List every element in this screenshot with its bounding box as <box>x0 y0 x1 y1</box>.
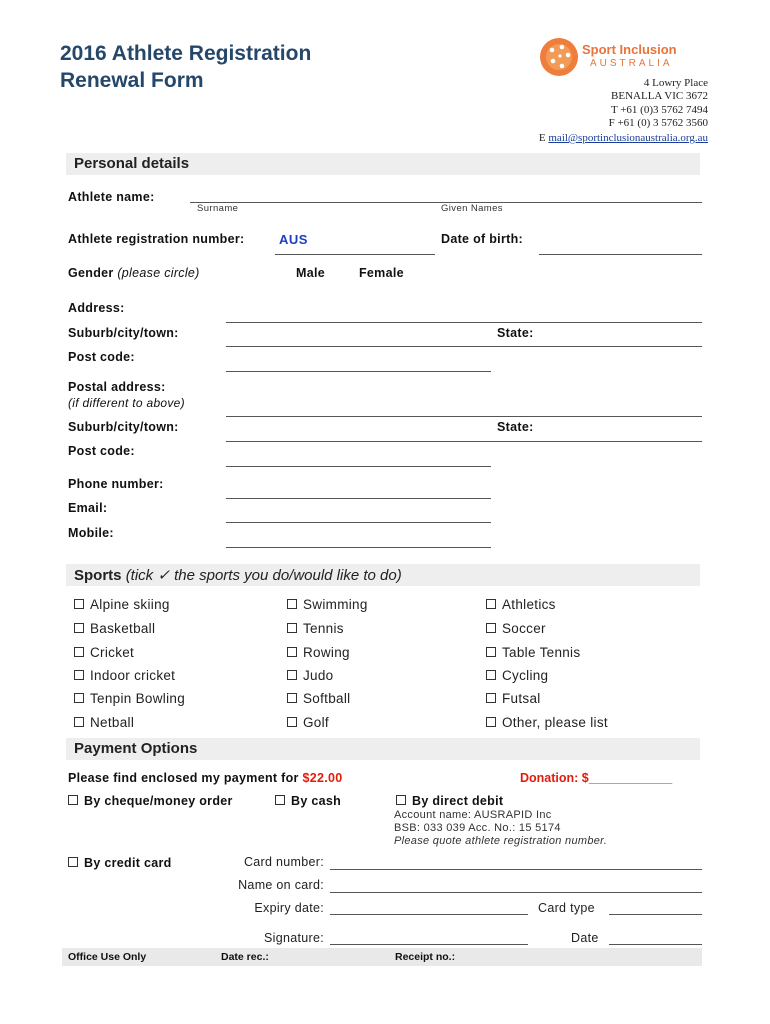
checkbox-icon[interactable] <box>486 623 496 633</box>
sport-label: Softball <box>303 691 351 706</box>
mobile-field[interactable] <box>226 547 491 548</box>
office-use-bar <box>62 948 702 966</box>
title-line-1: 2016 Athlete Registration <box>60 42 312 65</box>
sport-checkbox[interactable] <box>486 621 546 636</box>
email-field[interactable] <box>226 522 491 523</box>
sport-label: Other, please list <box>502 715 608 730</box>
sport-label: Athletics <box>502 597 556 612</box>
cash-label: By cash <box>291 794 342 808</box>
personal-details-title: Personal details <box>74 155 190 172</box>
checkbox-icon[interactable] <box>275 795 285 805</box>
mobile-label: Mobile: <box>68 526 114 540</box>
payment-enclosed <box>68 771 343 785</box>
postal-address-field[interactable] <box>226 416 702 417</box>
checkbox-icon[interactable] <box>74 693 84 703</box>
sport-checkbox[interactable] <box>486 691 541 706</box>
email-prefix: E <box>538 132 549 144</box>
sport-label: Judo <box>303 668 334 683</box>
date-field[interactable] <box>609 944 702 945</box>
checkbox-icon[interactable] <box>74 599 84 609</box>
sport-checkbox[interactable] <box>287 621 344 636</box>
sport-checkbox[interactable] <box>74 621 155 636</box>
expiry-field[interactable] <box>330 914 528 915</box>
dob-field[interactable] <box>539 254 702 255</box>
email-line <box>539 132 708 144</box>
sport-label: Golf <box>303 715 329 730</box>
checkbox-icon[interactable] <box>68 795 78 805</box>
checkbox-icon[interactable] <box>74 647 84 657</box>
card-type-label: Card type <box>538 901 595 915</box>
state-label: State: <box>497 326 534 340</box>
checkbox-icon[interactable] <box>486 717 496 727</box>
gender-label <box>68 266 200 280</box>
sport-label: Table Tennis <box>502 645 581 660</box>
sport-label: Tenpin Bowling <box>90 691 186 706</box>
sport-checkbox[interactable] <box>486 597 556 612</box>
checkbox-icon[interactable] <box>396 795 406 805</box>
sport-checkbox[interactable] <box>486 715 608 730</box>
logo-icon <box>538 36 580 78</box>
sport-label: Indoor cricket <box>90 668 176 683</box>
gender-text: Gender <box>68 266 114 280</box>
receipt-number-label: Receipt no.: <box>395 951 456 963</box>
postal-address-hint: (if different to above) <box>68 396 185 410</box>
dob-label: Date of birth: <box>441 232 523 246</box>
office-use-label: Office Use Only <box>68 951 147 963</box>
payment-amount: $22.00 <box>302 771 343 785</box>
checkbox-icon[interactable] <box>287 670 297 680</box>
sport-checkbox[interactable] <box>287 597 368 612</box>
cheque-label: By cheque/money order <box>84 794 233 808</box>
sport-checkbox[interactable] <box>74 715 134 730</box>
signature-field[interactable] <box>330 944 528 945</box>
sport-label: Swimming <box>303 597 368 612</box>
sport-checkbox[interactable] <box>74 597 170 612</box>
sport-label: Alpine skiing <box>90 597 170 612</box>
sport-inclusion-logo <box>538 36 580 83</box>
sport-label: Cricket <box>90 645 135 660</box>
athlete-name-label: Athlete name: <box>68 190 155 204</box>
sport-label: Futsal <box>502 691 541 706</box>
checkbox-icon[interactable] <box>287 623 297 633</box>
cheque-option[interactable] <box>68 794 233 808</box>
gender-male[interactable]: Male <box>296 266 325 280</box>
address-line-2: BENALLA VIC 3672 <box>611 90 708 102</box>
address-field[interactable] <box>226 322 702 323</box>
suburb-label: Suburb/city/town: <box>68 326 179 340</box>
checkbox-icon[interactable] <box>68 857 78 867</box>
checkbox-icon[interactable] <box>74 670 84 680</box>
card-number-label: Card number: <box>243 855 324 869</box>
direct-debit-option[interactable] <box>396 794 503 808</box>
sport-checkbox[interactable] <box>486 645 580 660</box>
sport-label: Netball <box>90 715 135 730</box>
payment-title: Payment Options <box>74 740 198 757</box>
checkbox-icon[interactable] <box>486 693 496 703</box>
sport-checkbox[interactable] <box>74 691 185 706</box>
gender-female[interactable]: Female <box>359 266 404 280</box>
postal-address-label: Postal address: <box>68 380 166 394</box>
checkbox-icon[interactable] <box>74 623 84 633</box>
state-label-2: State: <box>497 420 534 434</box>
date-received-label: Date rec.: <box>221 951 269 963</box>
sport-checkbox[interactable] <box>486 668 548 683</box>
postcode-field[interactable] <box>226 371 491 372</box>
checkbox-icon[interactable] <box>287 717 297 727</box>
email-label: Email: <box>68 501 108 515</box>
sport-checkbox[interactable] <box>287 645 350 660</box>
bsb-account: BSB: 033 039 Acc. No.: 15 5174 <box>394 822 561 834</box>
card-number-field[interactable] <box>330 869 702 870</box>
sport-checkbox[interactable] <box>74 645 134 660</box>
checkbox-icon[interactable] <box>287 647 297 657</box>
logo-name: Sport Inclusion <box>582 42 677 57</box>
name-on-card-field[interactable] <box>330 892 702 893</box>
sport-checkbox[interactable] <box>74 668 175 683</box>
given-names-label: Given Names <box>441 203 503 214</box>
sports-hint: (tick ✓ the sports you do/would like to do) <box>125 567 402 584</box>
suburb-field[interactable] <box>226 346 702 347</box>
title-line-2: Renewal Form <box>60 69 204 92</box>
sport-label: Cycling <box>502 668 549 683</box>
checkbox-icon[interactable] <box>486 647 496 657</box>
address-line-1: 4 Lowry Place <box>643 77 708 89</box>
checkbox-icon[interactable] <box>74 717 84 727</box>
surname-label: Surname <box>197 203 239 214</box>
card-type-field[interactable] <box>609 914 702 915</box>
registration-prefix: AUS <box>279 232 308 247</box>
date-label: Date <box>571 931 599 945</box>
sport-label: Soccer <box>502 621 546 636</box>
payment-enclosed-text: Please find enclosed my payment for <box>68 771 299 785</box>
registration-number-label: Athlete registration number: <box>68 232 245 246</box>
phone-label: Phone number: <box>68 477 164 491</box>
form-title <box>60 40 311 94</box>
checkbox-icon[interactable] <box>287 693 297 703</box>
registration-number-field[interactable] <box>275 254 435 255</box>
suburb-field-2[interactable] <box>226 441 702 442</box>
direct-debit-label: By direct debit <box>412 794 504 808</box>
sport-checkbox[interactable] <box>287 691 350 706</box>
logo-subtitle: AUSTRALIA <box>590 58 673 69</box>
signature-label: Signature: <box>264 931 324 945</box>
sport-checkbox[interactable] <box>287 668 333 683</box>
checkbox-icon[interactable] <box>486 670 496 680</box>
phone-line: T +61 (0)3 5762 7494 <box>610 104 708 116</box>
quote-note: Please quote athlete registration number. <box>394 835 608 847</box>
sports-title-text: Sports <box>74 567 122 584</box>
suburb-label-2: Suburb/city/town: <box>68 420 179 434</box>
postcode-label: Post code: <box>68 350 135 364</box>
checkbox-icon[interactable] <box>287 599 297 609</box>
name-on-card-label: Name on card: <box>238 878 324 892</box>
sports-title <box>74 566 402 584</box>
fax-line: F +61 (0) 3 5762 3560 <box>608 117 708 129</box>
email-link[interactable]: mail@sportinclusionaustralia.org.au <box>548 132 708 144</box>
sport-label: Tennis <box>303 621 344 636</box>
postcode-field-2[interactable] <box>226 466 491 467</box>
checkbox-icon[interactable] <box>486 599 496 609</box>
sport-checkbox[interactable] <box>287 715 329 730</box>
credit-card-option[interactable] <box>68 856 172 870</box>
sport-label: Basketball <box>90 621 156 636</box>
account-name: Account name: AUSRAPID Inc <box>394 809 552 821</box>
phone-field[interactable] <box>226 498 491 499</box>
gender-hint: (please circle) <box>117 266 200 280</box>
donation-field[interactable]: Donation: $____________ <box>520 771 673 785</box>
expiry-label: Expiry date: <box>254 901 324 915</box>
sport-label: Rowing <box>303 645 350 660</box>
cash-option[interactable] <box>275 794 341 808</box>
postcode-label-2: Post code: <box>68 444 135 458</box>
credit-card-label: By credit card <box>84 856 172 870</box>
address-label: Address: <box>68 301 125 315</box>
